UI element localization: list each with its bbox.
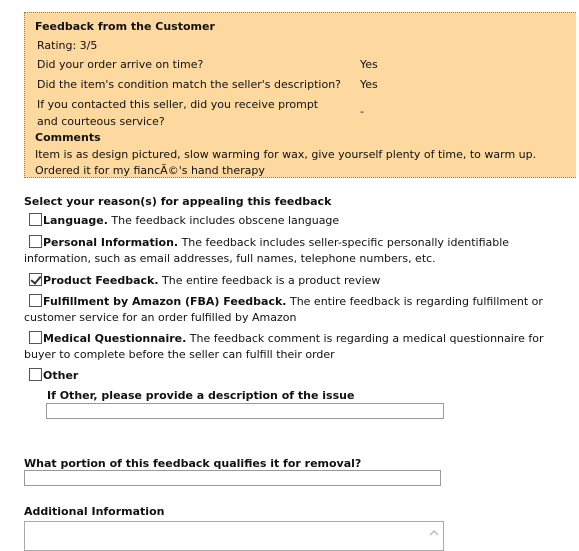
- personal-information-checkbox[interactable]: [29, 235, 42, 248]
- question-condition: Did the item's condition match the seller's description?: [37, 78, 341, 91]
- additional-information-textarea[interactable]: [24, 521, 444, 551]
- removal-portion-label: What portion of this feedback qualifies it for removal?: [24, 457, 362, 470]
- reason-desc: The entire feedback is a product review: [162, 274, 381, 287]
- reason-label: Other: [43, 369, 79, 382]
- additional-information-label: Additional Information: [24, 505, 165, 518]
- appeal-reasons-title: Select your reason(s) for appealing this feedback: [24, 195, 332, 208]
- reason-label: Medical Questionnaire.: [43, 332, 187, 345]
- question-service: If you contacted this seller, did you receive prompt and courteous service?: [37, 98, 319, 128]
- answer-service: -: [360, 105, 364, 118]
- other-checkbox[interactable]: [29, 368, 42, 381]
- reason-desc: The feedback includes obscene language: [111, 214, 340, 227]
- reason-desc: The feedback includes seller-specific personally identifiable information, such as email addresses, full names, telephone numbers, etc.: [24, 236, 510, 265]
- reason-personal-information[interactable]: [24, 235, 576, 267]
- comments-text: Item is as design pictured, slow warming for wax, give yourself plenty of time, to warm up. Ordered it for my fiancÃ©'s hand therapy: [35, 148, 537, 177]
- language-checkbox[interactable]: [29, 213, 42, 226]
- removal-portion-input[interactable]: [24, 470, 441, 486]
- answer-on-time: Yes: [360, 58, 378, 71]
- reason-label: Fulfillment by Amazon (FBA) Feedback.: [43, 295, 287, 308]
- scroll-up-icon[interactable]: [429, 528, 439, 538]
- reason-desc: The feedback comment is regarding a medical questionnaire for buyer to complete before the seller can fulfill their order: [24, 332, 544, 361]
- question-on-time: Did your order arrive on time?: [37, 58, 204, 71]
- comments-label: Comments: [35, 131, 101, 144]
- medical-questionnaire-checkbox[interactable]: [29, 331, 42, 344]
- reason-label: Product Feedback.: [43, 274, 159, 287]
- feedback-rating: Rating: 3/5: [37, 39, 98, 52]
- reason-medical-questionnaire[interactable]: [24, 331, 576, 363]
- fba-feedback-checkbox[interactable]: [29, 294, 42, 307]
- reason-label: Language.: [43, 214, 108, 227]
- reason-other[interactable]: [24, 368, 576, 384]
- answer-condition: Yes: [360, 78, 378, 91]
- reason-label: Personal Information.: [43, 236, 179, 249]
- customer-feedback-panel: [24, 12, 576, 178]
- reason-product-feedback[interactable]: [24, 273, 576, 289]
- feedback-title: Feedback from the Customer: [35, 20, 215, 33]
- other-description-label: If Other, please provide a description of the issue: [47, 389, 355, 402]
- reason-fba-feedback[interactable]: [24, 294, 576, 326]
- other-description-input[interactable]: [46, 403, 444, 419]
- reason-language[interactable]: [24, 213, 576, 229]
- reason-desc: The entire feedback is regarding fulfillment or customer service for an order fulfilled by Amazon: [24, 295, 543, 324]
- product-feedback-checkbox[interactable]: [29, 273, 42, 286]
